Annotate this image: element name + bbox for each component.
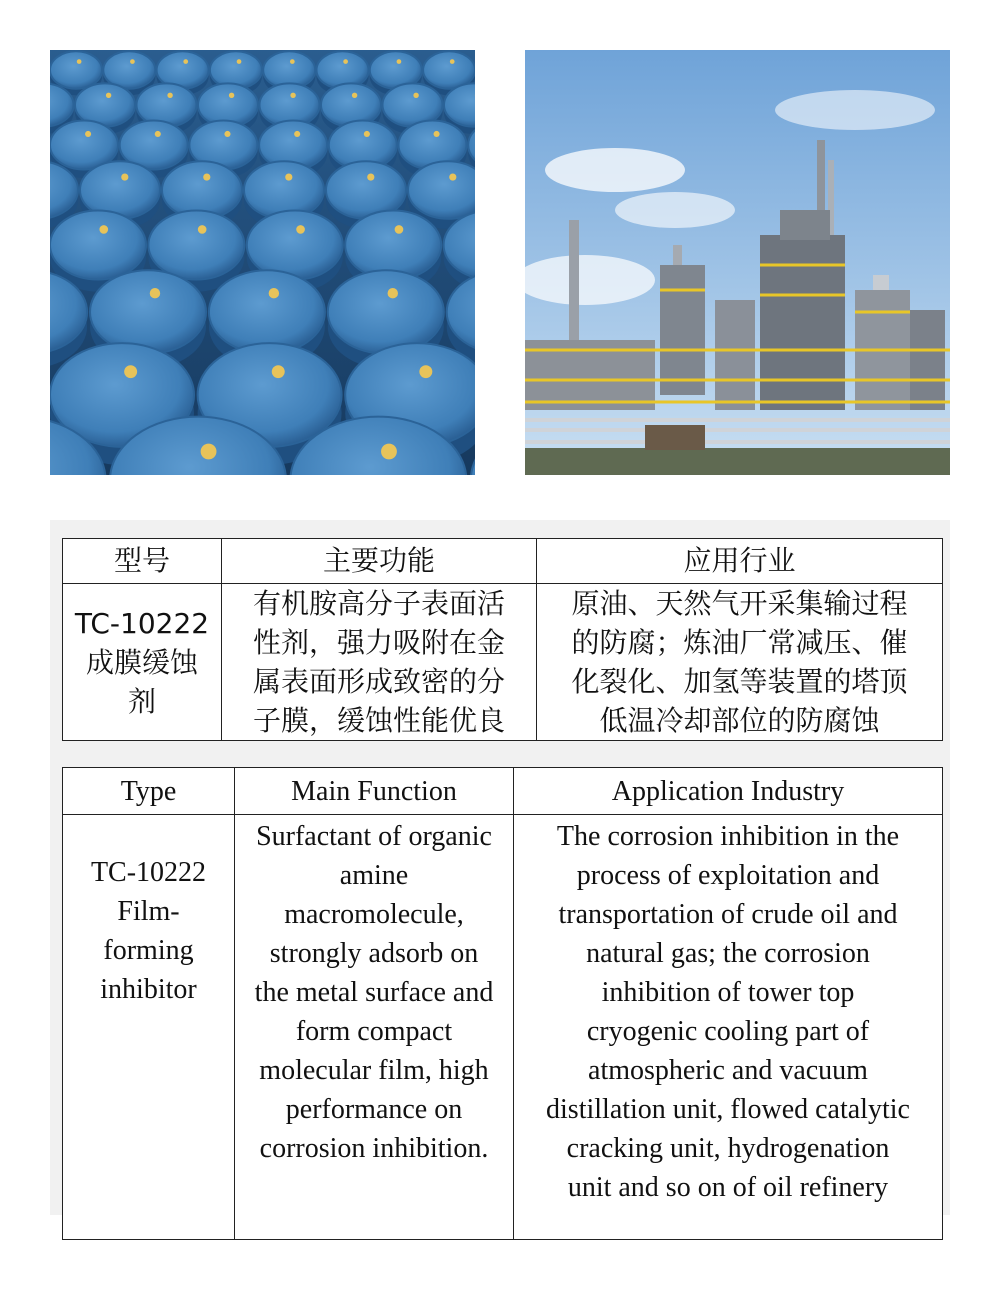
table-header-row [63, 768, 943, 815]
barrel-cap [285, 173, 292, 180]
barrel-cap [224, 131, 230, 137]
barrel-cap [124, 365, 137, 378]
barrel-cap [397, 59, 402, 64]
barrel-cap [198, 225, 207, 234]
cell-main-function: Surfactant of organic amine macromolecule, strongly adsorb on the metal surface and form compact molecular film, high performance on corrosion inhibition. [235, 815, 514, 1240]
barrel-lid [90, 270, 206, 354]
spec-table-chinese [62, 538, 943, 741]
barrel-cap [381, 444, 397, 460]
barrel-cap [296, 225, 305, 234]
barrel-lid [244, 161, 324, 219]
header-type: Type [63, 768, 235, 815]
barrel-lid [321, 83, 381, 126]
barrel-cap [367, 173, 374, 180]
barrel-cap [167, 93, 172, 98]
oil-barrels-illustration [50, 50, 475, 475]
barrel-cap [290, 59, 295, 64]
barrel-cap [121, 173, 128, 180]
barrel-cap [155, 131, 161, 137]
refinery-illustration [525, 50, 950, 475]
table-row [63, 815, 943, 1240]
barrel-cap [269, 288, 279, 298]
cell-main-function: 有机胺高分子表面活 性剂，强力吸附在金 属表面形成致密的分 子膜，缓蚀性能优良 [222, 584, 537, 741]
cell-type: TC-10222 成膜缓蚀 剂 [63, 584, 222, 741]
barrel-lid [50, 210, 146, 279]
barrel-cap [203, 173, 210, 180]
barrel-lid [50, 51, 102, 88]
barrel-cap [450, 59, 455, 64]
barrel-cap [85, 131, 91, 137]
table-header-row [63, 539, 943, 584]
barrel-cap [272, 365, 285, 378]
barrel-cap [77, 59, 82, 64]
header-application-industry: Application Industry [514, 768, 943, 815]
barrel-lid [209, 270, 325, 354]
barrel-cap [294, 131, 300, 137]
spec-table-english [62, 767, 943, 1240]
barrel-lid [345, 210, 441, 279]
header-main-function: Main Function [235, 768, 514, 815]
barrel-cap [290, 93, 295, 98]
cell-type: TC-10222 Film- forming inhibitor [63, 815, 235, 1240]
header-type: 型号 [63, 539, 222, 584]
refinery-photo [525, 50, 950, 475]
barrel-lid [317, 51, 369, 88]
barrel-lid [148, 210, 244, 279]
barrel-cap [449, 173, 456, 180]
barrel-cap [364, 131, 370, 137]
barrel-cap [419, 365, 432, 378]
barrel-cap [388, 288, 398, 298]
barrel-cap [352, 93, 357, 98]
barrel-cap [395, 225, 404, 234]
barrel-cap [201, 444, 217, 460]
oil-barrels-photo [50, 50, 475, 475]
barrel-cap [183, 59, 188, 64]
cell-application-industry: The corrosion inhibition in the process of exploitation and transportation of crude oil and natural gas; the corrosion inhibition of tower top cryogenic cooling part of atmospheric and vacuum distillation unit, flowed catalytic cracking unit, hydrogenation unit and so on of oil refinery [514, 815, 943, 1240]
barrel-cap [130, 59, 135, 64]
barrel-cap [343, 59, 348, 64]
barrel-cap [434, 131, 440, 137]
table-row [63, 584, 943, 741]
barrel-cap [99, 225, 108, 234]
barrel-lid [328, 270, 444, 354]
barrel-lid [247, 210, 343, 279]
barrel-cap [229, 93, 234, 98]
header-main-function: 主要功能 [222, 539, 537, 584]
barrel-lid [408, 161, 475, 219]
barrel-lid [137, 83, 197, 126]
barrel-cap [413, 93, 418, 98]
barrel-cap [237, 59, 242, 64]
barrel-cap [150, 288, 160, 298]
header-application-industry: 应用行业 [537, 539, 943, 584]
barrel-cap [106, 93, 111, 98]
cell-application-industry: 原油、天然气开采集输过程 的防腐；炼油厂常减压、催 化裂化、加氢等装置的塔顶 低温冷却部位的防腐蚀 [537, 584, 943, 741]
